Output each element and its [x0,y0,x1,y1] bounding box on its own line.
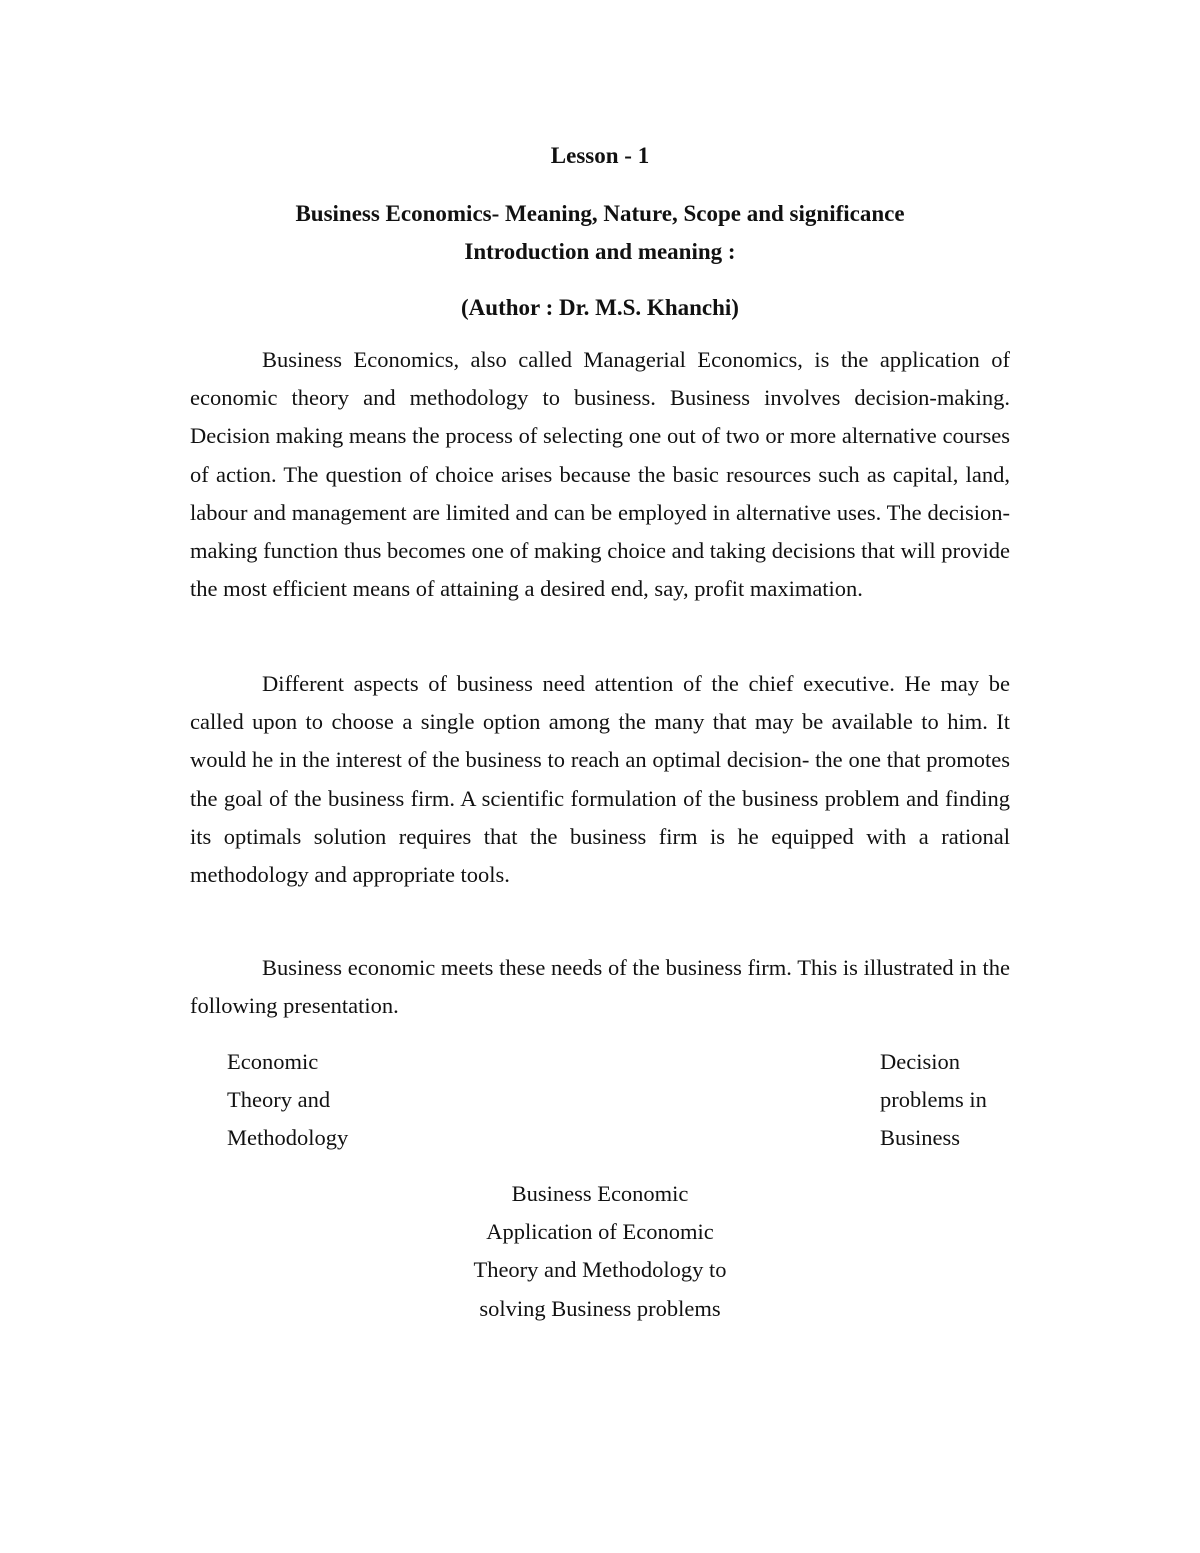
diagram-left-line-1: Economic [227,1049,319,1074]
diagram-right-line-1: Decision [880,1049,960,1074]
paragraph-3: Business economic meets these needs of the business firm. This is illustrated in the following presentation. [190,955,1010,1019]
diagram-center-line-1: Business Economic [511,1181,689,1206]
diagram-right-column [880,1043,987,1158]
diagram-center-line-4: solving Business problems [479,1295,721,1321]
diagram-left-line-2: Theory and [227,1087,331,1113]
diagram-center-line-2: Application of Economic [486,1219,714,1245]
section-subtitle: Introduction and meaning : [464,239,736,264]
diagram-left-line-3: Methodology [227,1125,349,1151]
diagram-center-line-3: Theory and Methodology to [473,1257,727,1283]
lesson-heading: Lesson - 1 [550,143,650,168]
author-line: (Author : Dr. M.S. Khanchi) [461,295,739,320]
paragraph-1: Business Economics, also called Managerial Economics, is the application of economic theory and methodology to business. Business involves decision-making. Decision making means the process of selecting one out of two or more alternative courses of action. The question of choice arises because the basic resources such as capital, land, labour and management are limited and can be employed in alternative uses. The decision-making function thus becomes one of making choice and taking decisions that will provide the most efficient means of attaining a desired end, say, profit maximation. [190,347,1010,602]
paragraph-2: Different aspects of business need attention of the chief executive. He may be called upon to choose a single option among the many that may be available to him. It would he in the interest of the business to reach an optimal decision- the one that promotes the goal of the business firm. A scientific formulation of the business problem and finding its optimals solution requires that the business firm is he equipped with a rational methodology and appropriate tools. [190,671,1010,888]
diagram-center-block [0,1175,1200,1328]
diagram-left-column [227,1043,348,1158]
document-title: Business Economics- Meaning, Nature, Scope and significance [295,201,905,226]
diagram-right-line-3: Business [880,1125,961,1151]
diagram-right-line-2: problems in [880,1087,987,1113]
